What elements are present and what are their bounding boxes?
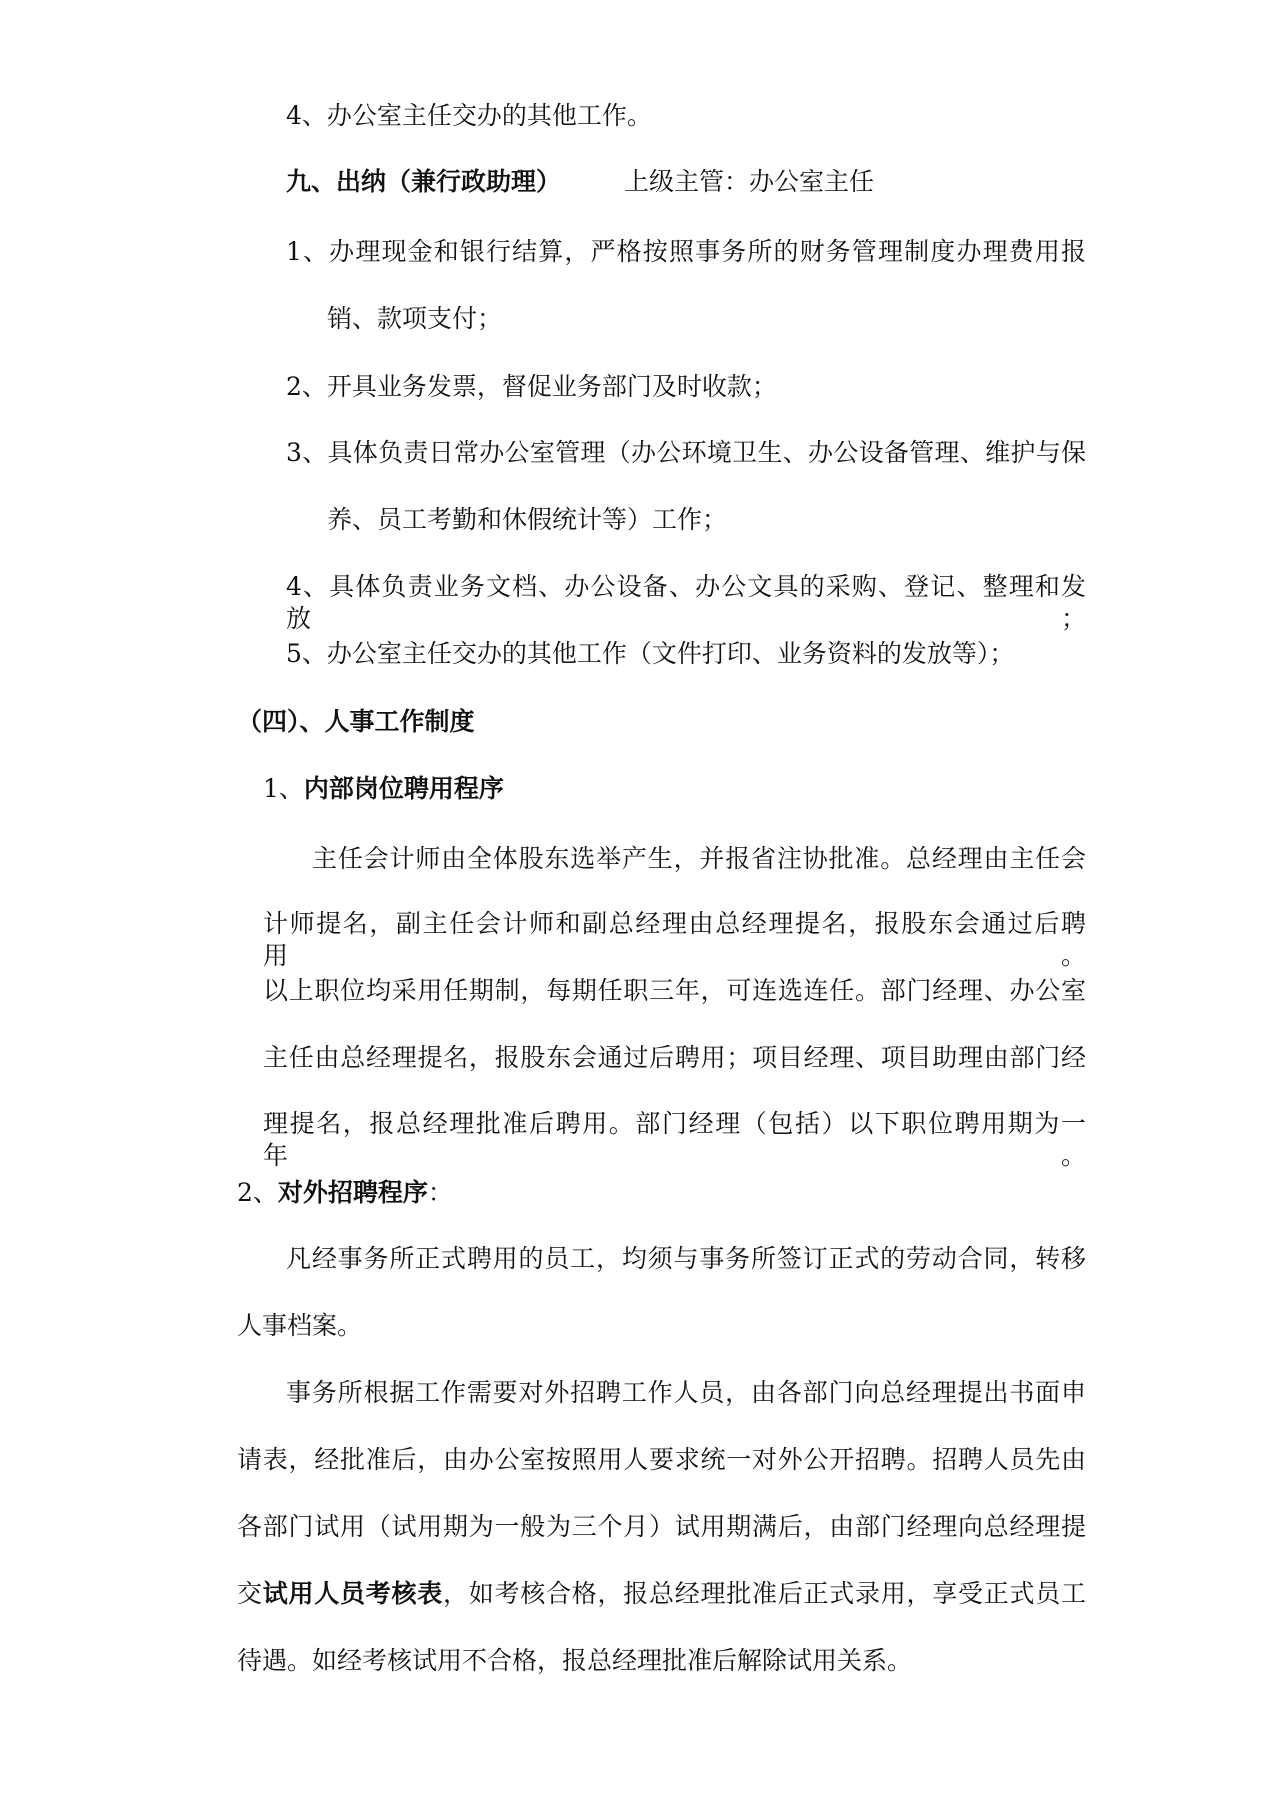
text-segment: ，如考核合格，报总经理批准后正式录用，享受正式员工 [443,1579,1086,1608]
paragraph-line: 人事档案。 [237,1311,363,1340]
paragraph-line: 待遇。如经考核试用不合格，报总经理批准后解除试用关系。 [237,1646,913,1675]
cashier-item-1: 1、办理现金和银行结算，严格按照事务所的财务管理制度办理费用报 [286,237,1086,266]
paragraph-line: 凡经事务所正式聘用的员工，均须与事务所签订正式的劳动合同，转移 [286,1244,1086,1273]
paragraph-line: 以上职位均采用任期制，每期任职三年，可连选连任。部门经理、办公室 [263,976,1086,1005]
paragraph-line: 主任由总经理提名，报股东会通过后聘用；项目经理、项目助理由部门经 [263,1043,1086,1072]
paragraph-line [237,1578,1086,1610]
heading-colon: ： [427,1178,453,1207]
form-name-bold: 试用人员考核表 [262,1579,443,1608]
paragraph-line: 理提名，报总经理批准后聘用。部门经理（包括）以下职位聘用期为一年。 [263,1109,1086,1170]
heading-title: 内部岗位聘用程序 [303,774,504,803]
cashier-item-2: 2、开具业务发票，督促业务部门及时收款； [286,372,777,401]
paragraph-line: 计师提名，副主任会计师和副总经理由总经理提名，报股东会通过后聘用。 [263,909,1086,970]
cashier-heading [286,166,875,198]
heading-number: 2、 [237,1178,278,1207]
duty-item-4: 4、办公室主任交办的其他工作。 [286,101,652,130]
cashier-item-3-cont: 养、员工考勤和休假统计等）工作； [327,505,728,534]
cashier-item-1-cont: 销、款项支付； [327,304,503,333]
paragraph-line: 各部门试用（试用期为一般为三个月）试用期满后，由部门经理向总经理提 [237,1512,1086,1541]
internal-hiring-heading [263,773,504,805]
cashier-item-4: 4、具体负责业务文档、办公设备、办公文具的采购、登记、整理和发放； [286,572,1086,633]
cashier-item-5: 5、办公室主任交办的其他工作（文件打印、业务资料的发放等）； [286,639,1015,668]
cashier-item-3: 3、具体负责日常办公室管理（办公环境卫生、办公设备管理、维护与保 [286,438,1086,467]
heading-number: 1、 [263,774,304,803]
section-four-heading: （四）、人事工作制度 [237,707,475,736]
supervisor-label: 上级主管：办公室主任 [624,167,875,196]
heading-title: 对外招聘程序 [277,1178,428,1207]
paragraph-line: 主任会计师由全体股东选举产生，并报省注协批准。总经理由主任会 [312,844,1086,873]
external-hiring-heading [237,1177,453,1209]
text-segment: 交 [237,1579,263,1608]
section-nine-title: 九、出纳（兼行政助理） [286,167,562,196]
paragraph-line: 事务所根据工作需要对外招聘工作人员，由各部门向总经理提出书面申 [286,1378,1086,1407]
paragraph-line: 请表，经批准后，由办公室按照用人要求统一对外公开招聘。招聘人员先由 [237,1445,1086,1474]
